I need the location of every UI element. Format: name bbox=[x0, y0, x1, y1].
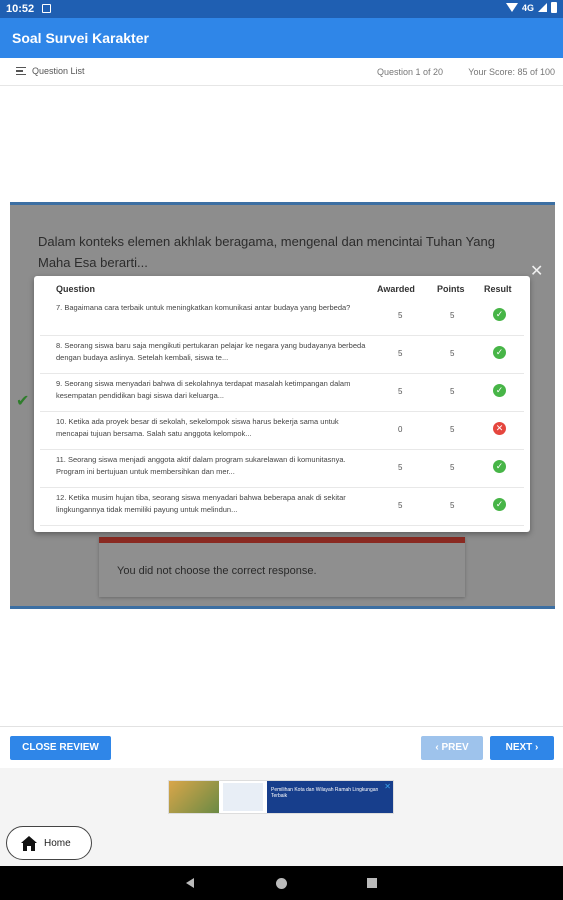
row-points: 5 bbox=[450, 349, 455, 358]
row-awarded: 5 bbox=[398, 501, 403, 510]
row-awarded: 5 bbox=[398, 311, 403, 320]
next-button[interactable] bbox=[490, 736, 554, 760]
header-result: Result bbox=[484, 284, 512, 294]
correct-icon: ✓ bbox=[493, 346, 506, 359]
row-points: 5 bbox=[450, 425, 455, 434]
check-icon: ✔ bbox=[16, 393, 30, 410]
row-question: 12. Ketika musim hujan tiba, seorang siswa menyadari bahwa beberapa anak di sekitar lingkungannya tidak memiliki payung untuk melindun... bbox=[56, 493, 346, 514]
network-type: 4G bbox=[521, 2, 534, 13]
ad-logo bbox=[223, 783, 263, 811]
row-points: 5 bbox=[450, 311, 455, 320]
row-points: 5 bbox=[450, 501, 455, 510]
home-circle-icon[interactable] bbox=[276, 878, 287, 889]
ad-image bbox=[169, 781, 219, 813]
row-points: 5 bbox=[450, 463, 455, 472]
home-icon bbox=[21, 836, 37, 851]
status-bar bbox=[0, 0, 563, 18]
row-awarded: 5 bbox=[398, 349, 403, 358]
row-awarded: 0 bbox=[398, 425, 403, 434]
question-list-button[interactable] bbox=[16, 66, 85, 76]
prev-button[interactable] bbox=[421, 736, 483, 760]
status-time: 10:52 bbox=[6, 3, 35, 15]
close-icon[interactable]: ✕ bbox=[530, 263, 544, 280]
chevron-left-icon: ‹ bbox=[435, 742, 442, 753]
ad-close-icon[interactable]: ✕ bbox=[384, 782, 391, 791]
row-question: 9. Seorang siswa menyadari bahwa di sekolahnya terdapat masalah ketimpangan dalam kesempatan pendidikan bagi siswa dari keluarga... bbox=[56, 379, 351, 400]
table-row[interactable] bbox=[40, 488, 524, 526]
correct-icon: ✓ bbox=[493, 308, 506, 321]
question-list-label: Question List bbox=[32, 66, 85, 76]
table-row[interactable] bbox=[40, 374, 524, 412]
notification-icon bbox=[42, 4, 51, 13]
system-nav-bar bbox=[0, 866, 563, 900]
row-points: 5 bbox=[450, 387, 455, 396]
app-bar bbox=[0, 18, 563, 58]
row-question: 11. Seorang siswa menjadi anggota aktif dalam program sukarelawan di komunitasnya. Program ini bertujuan untuk membersihkan dan mer... bbox=[56, 455, 346, 476]
chevron-right-icon: › bbox=[532, 742, 539, 753]
quiz-subheader bbox=[0, 58, 563, 86]
correct-icon: ✓ bbox=[493, 460, 506, 473]
row-awarded: 5 bbox=[398, 463, 403, 472]
home-label: Home bbox=[44, 838, 71, 849]
ad-banner[interactable] bbox=[168, 780, 394, 814]
incorrect-icon: ✕ bbox=[493, 422, 506, 435]
list-icon bbox=[16, 67, 26, 75]
table-row[interactable] bbox=[40, 450, 524, 488]
recent-apps-icon[interactable] bbox=[367, 878, 377, 888]
row-awarded: 5 bbox=[398, 387, 403, 396]
back-icon[interactable] bbox=[186, 878, 194, 888]
score-label: Your Score: 85 of 100 bbox=[468, 67, 555, 77]
row-question: 8. Seorang siswa baru saja mengikuti pertukaran pelajar ke negara yang budayanya berbeda dengan budaya aslinya. Setelah kembali, siswa te... bbox=[56, 341, 366, 362]
question-text: Dalam konteks elemen akhlak beragama, mengenal dan mencintai Tuhan Yang Maha Esa berarti... bbox=[38, 234, 495, 270]
ad-zone bbox=[0, 768, 563, 866]
header-awarded: Awarded bbox=[377, 284, 415, 294]
header-question: Question bbox=[56, 284, 96, 294]
wifi-icon bbox=[506, 3, 518, 12]
table-row[interactable] bbox=[40, 336, 524, 374]
row-question: 10. Ketika ada proyek besar di sekolah, sekelompok siswa harus bekerja sama untuk mencapai tujuan bersama. Salah satu anggota kelompok... bbox=[56, 417, 339, 438]
signal-icon bbox=[538, 3, 547, 12]
close-review-button[interactable]: CLOSE REVIEW bbox=[10, 736, 111, 760]
row-question: 7. Bagaimana cara terbaik untuk meningkatkan komunikasi antar budaya yang berbeda? bbox=[56, 303, 351, 312]
question-position: Question 1 of 20 bbox=[377, 67, 444, 77]
ad-text: Pemilihan Kota dan Wilayah Ramah Lingkungan Terbaik bbox=[267, 781, 393, 813]
correct-icon: ✓ bbox=[493, 498, 506, 511]
review-panel bbox=[34, 276, 530, 532]
navigation-bar-buttons bbox=[0, 726, 563, 768]
table-row[interactable] bbox=[40, 412, 524, 450]
correct-icon: ✓ bbox=[493, 384, 506, 397]
next-label: NEXT bbox=[505, 742, 533, 753]
review-table-header bbox=[34, 276, 530, 298]
home-button[interactable] bbox=[6, 826, 92, 860]
review-table-body bbox=[34, 298, 530, 526]
feedback-box bbox=[99, 537, 465, 597]
status-icons bbox=[506, 2, 557, 13]
prev-label: PREV bbox=[441, 742, 469, 753]
feedback-message: You did not choose the correct response. bbox=[117, 565, 317, 577]
battery-icon bbox=[551, 2, 557, 13]
app-title: Soal Survei Karakter bbox=[12, 30, 149, 46]
header-points: Points bbox=[437, 284, 465, 294]
table-row[interactable] bbox=[40, 298, 524, 336]
